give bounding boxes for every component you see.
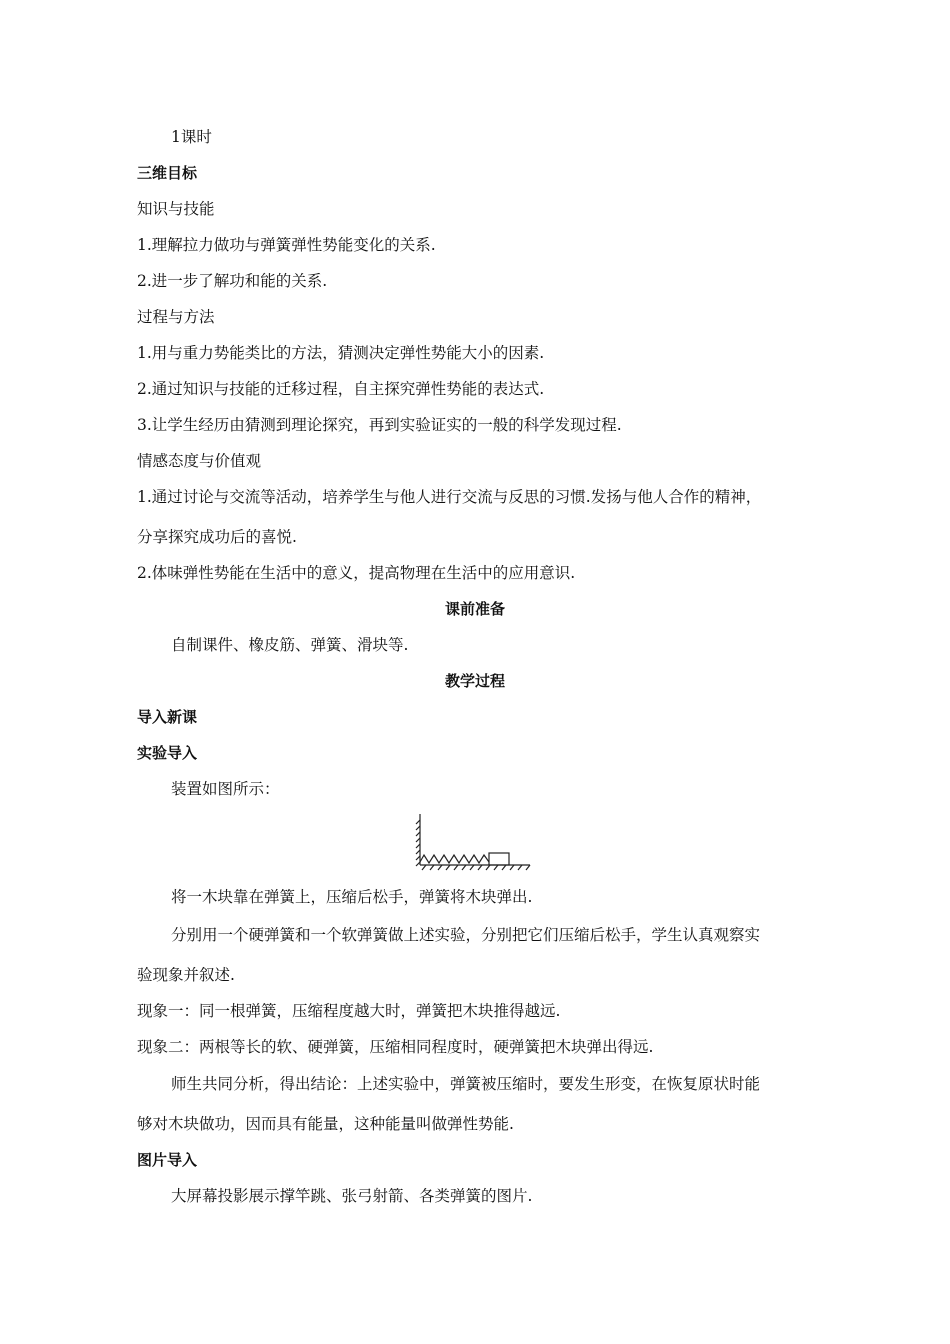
paragraph-continued: 够对木块做功，因而具有能量，这种能量叫做弹性势能. bbox=[137, 1115, 514, 1133]
goal-item: 2.通过知识与技能的迁移过程，自主探究弹性势能的表达式. bbox=[137, 380, 545, 398]
paragraph: 将一木块靠在弹簧上，压缩后松手，弹簧将木块弹出. bbox=[171, 888, 533, 906]
phenomenon-one: 现象一：同一根弹簧，压缩程度越大时，弹簧把木块推得越远. bbox=[137, 1002, 561, 1020]
spring-block-diagram bbox=[414, 812, 534, 874]
lesson-hours: 1课时 bbox=[171, 128, 212, 146]
subheading-process-methods: 过程与方法 bbox=[137, 308, 215, 326]
phenomenon-two: 现象二：两根等长的软、硬弹簧，压缩相同程度时，硬弹簧把木块弹出得远. bbox=[137, 1038, 654, 1056]
goal-item: 2.体味弹性势能在生活中的意义，提高物理在生活中的应用意识. bbox=[137, 564, 576, 582]
paragraph: 装置如图所示： bbox=[171, 780, 280, 798]
subheading-attitudes-values: 情感态度与价值观 bbox=[137, 452, 262, 470]
goal-item: 1.理解拉力做功与弹簧弹性势能变化的关系. bbox=[137, 236, 436, 254]
wall-hatching bbox=[416, 820, 420, 866]
paragraph: 大屏幕投影展示撑竿跳、张弓射箭、各类弹簧的图片. bbox=[171, 1187, 533, 1205]
paragraph-continued: 验现象并叙述. bbox=[137, 966, 235, 984]
preparation-materials: 自制课件、橡皮筋、弹簧、滑块等. bbox=[171, 636, 409, 654]
goal-item: 1.通过讨论与交流等活动，培养学生与他人进行交流与反思的习惯.发扬与他人合作的精神， bbox=[137, 488, 762, 506]
heading-introduction: 导入新课 bbox=[137, 708, 198, 726]
spring bbox=[420, 855, 489, 863]
goal-item: 2.进一步了解功和能的关系. bbox=[137, 272, 328, 290]
subheading-knowledge-skills: 知识与技能 bbox=[137, 200, 215, 218]
paragraph: 师生共同分析，得出结论：上述实验中，弹簧被压缩时，要发生形变，在恢复原状时能 bbox=[171, 1075, 761, 1093]
goal-item: 1.用与重力势能类比的方法，猜测决定弹性势能大小的因素. bbox=[137, 344, 545, 362]
goal-item: 3.让学生经历由猜测到理论探究，再到实验证实的一般的科学发现过程. bbox=[137, 416, 622, 434]
heading-three-dimensional-goals: 三维目标 bbox=[137, 164, 198, 182]
floor-hatching bbox=[422, 865, 530, 870]
heading-preparation: 课前准备 bbox=[444, 600, 505, 618]
goal-item-continued: 分享探究成功后的喜悦. bbox=[137, 528, 297, 546]
heading-teaching-process: 教学过程 bbox=[444, 672, 505, 690]
wooden-block bbox=[489, 853, 509, 865]
heading-experiment-intro: 实验导入 bbox=[137, 744, 198, 762]
heading-picture-intro: 图片导入 bbox=[137, 1151, 198, 1169]
paragraph: 分别用一个硬弹簧和一个软弹簧做上述实验，分别把它们压缩后松手，学生认真观察实 bbox=[171, 926, 761, 944]
